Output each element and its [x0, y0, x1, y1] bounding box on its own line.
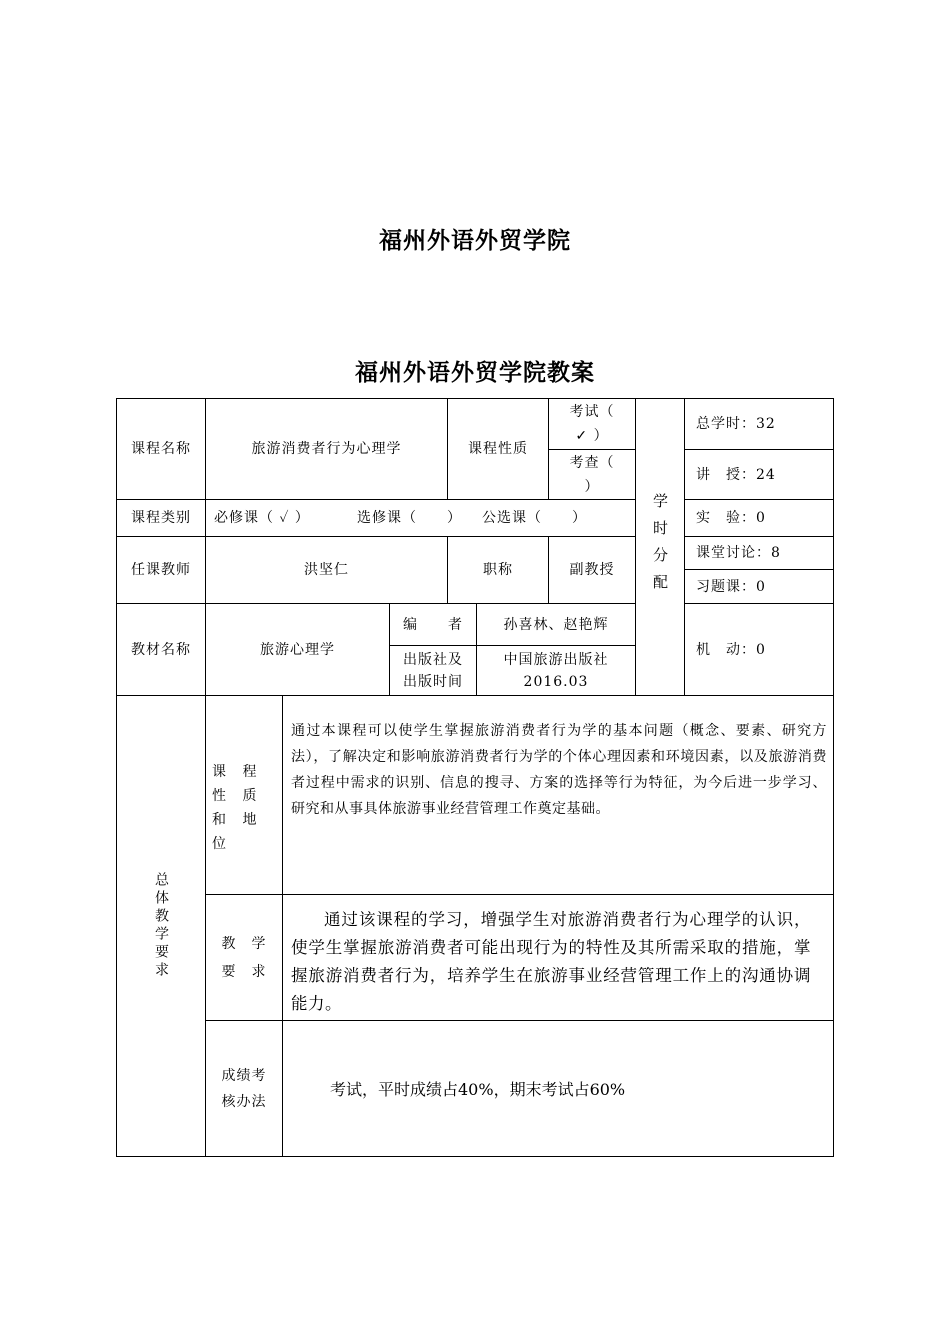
textbook-name: 旅游心理学 — [260, 641, 335, 658]
total-hours: 总学时：32 — [696, 416, 776, 432]
teaching-requirements-text: 通过该课程的学习，增强学生对旅游消费者行为心理学的认识，使学生掌握旅游消费者可能出现行为的特性及其所需采取的措施，掌握旅游消费者行为，培养学生在旅游事业经营管理工作上的沟通协调能力。 — [291, 910, 811, 1013]
publisher-label-line1: 出版社及 — [403, 651, 463, 668]
teacher-label: 任课教师 — [131, 562, 191, 578]
lesson-plan-title: 福州外语外贸学院教案 — [355, 360, 595, 386]
assessment-method-label — [206, 1021, 282, 1156]
editor-label: 编 者 — [403, 616, 463, 633]
assessment-method-label-line1: 成绩考 — [221, 1067, 267, 1084]
teaching-requirements-label-line1: 教 学 — [221, 935, 267, 952]
teaching-requirements-label-line2: 要 求 — [221, 963, 267, 980]
teacher-title: 副教授 — [569, 562, 615, 578]
assessment-method-text: 考试，平时成绩占40%，期末考试占60% — [330, 1080, 626, 1099]
textbook-label: 教材名称 — [131, 641, 191, 658]
course-nature-label: 课程性质 — [468, 441, 528, 457]
editors: 孙喜林、赵艳辉 — [503, 616, 609, 633]
exam-option — [549, 399, 635, 449]
title-label: 职称 — [483, 562, 513, 578]
check-option-line2: ） — [584, 478, 600, 495]
check-option — [549, 450, 635, 499]
experiment-hours: 实 验：0 — [696, 510, 766, 526]
course-name-label: 课程名称 — [131, 441, 191, 457]
flexible-hours: 机 动：0 — [696, 641, 766, 658]
publisher-value — [477, 646, 635, 695]
exam-option-line1: 考试（ — [569, 404, 615, 420]
hours-allocation-label: 学时分配 — [651, 493, 669, 601]
teacher-name: 洪坚仁 — [304, 562, 349, 578]
teaching-requirements-label — [206, 895, 282, 1020]
public-elective-option: 公选课（ ） — [482, 510, 587, 526]
exercise-hours: 习题课：0 — [696, 578, 766, 595]
publisher-name: 中国旅游出版社 — [503, 651, 609, 668]
required-course-option: 必修课（ ✓ ） — [214, 510, 310, 526]
publish-date: 2016.03 — [523, 673, 589, 690]
elective-course-option: 选修课（ ） — [357, 510, 462, 526]
course-category-label: 课程类别 — [131, 510, 191, 526]
check-option-line1: 考查（ — [569, 454, 615, 471]
course-name-value: 旅游消费者行为心理学 — [251, 441, 402, 457]
lecture-hours: 讲 授：24 — [696, 466, 776, 483]
school-title: 福州外语外贸学院 — [379, 228, 571, 254]
assessment-method-label-line2: 核办法 — [221, 1093, 267, 1110]
nature-position-text: 通过本课程可以使学生掌握旅游消费者行为学的基本问题（概念、要素、研究方法），了解决定和影响旅游消费者行为学的个体心理因素和环境因素，以及旅游消费者过程中需求的识别、信息的搜寻、方案的选择等行为特征，为今后进一步学习、研究和从事具体旅游事业经营管理工作奠定基础。 — [291, 723, 827, 817]
overall-requirements-label: 总体教学要求 — [153, 872, 169, 980]
discussion-hours: 课堂讨论：8 — [696, 545, 781, 561]
publisher-label-line2: 出版时间 — [403, 673, 463, 690]
exam-option-line2: ✓ ） — [575, 428, 609, 444]
publisher-label — [390, 646, 476, 695]
nature-position-label: 课 程 性 质 和 地 位 — [212, 764, 263, 852]
